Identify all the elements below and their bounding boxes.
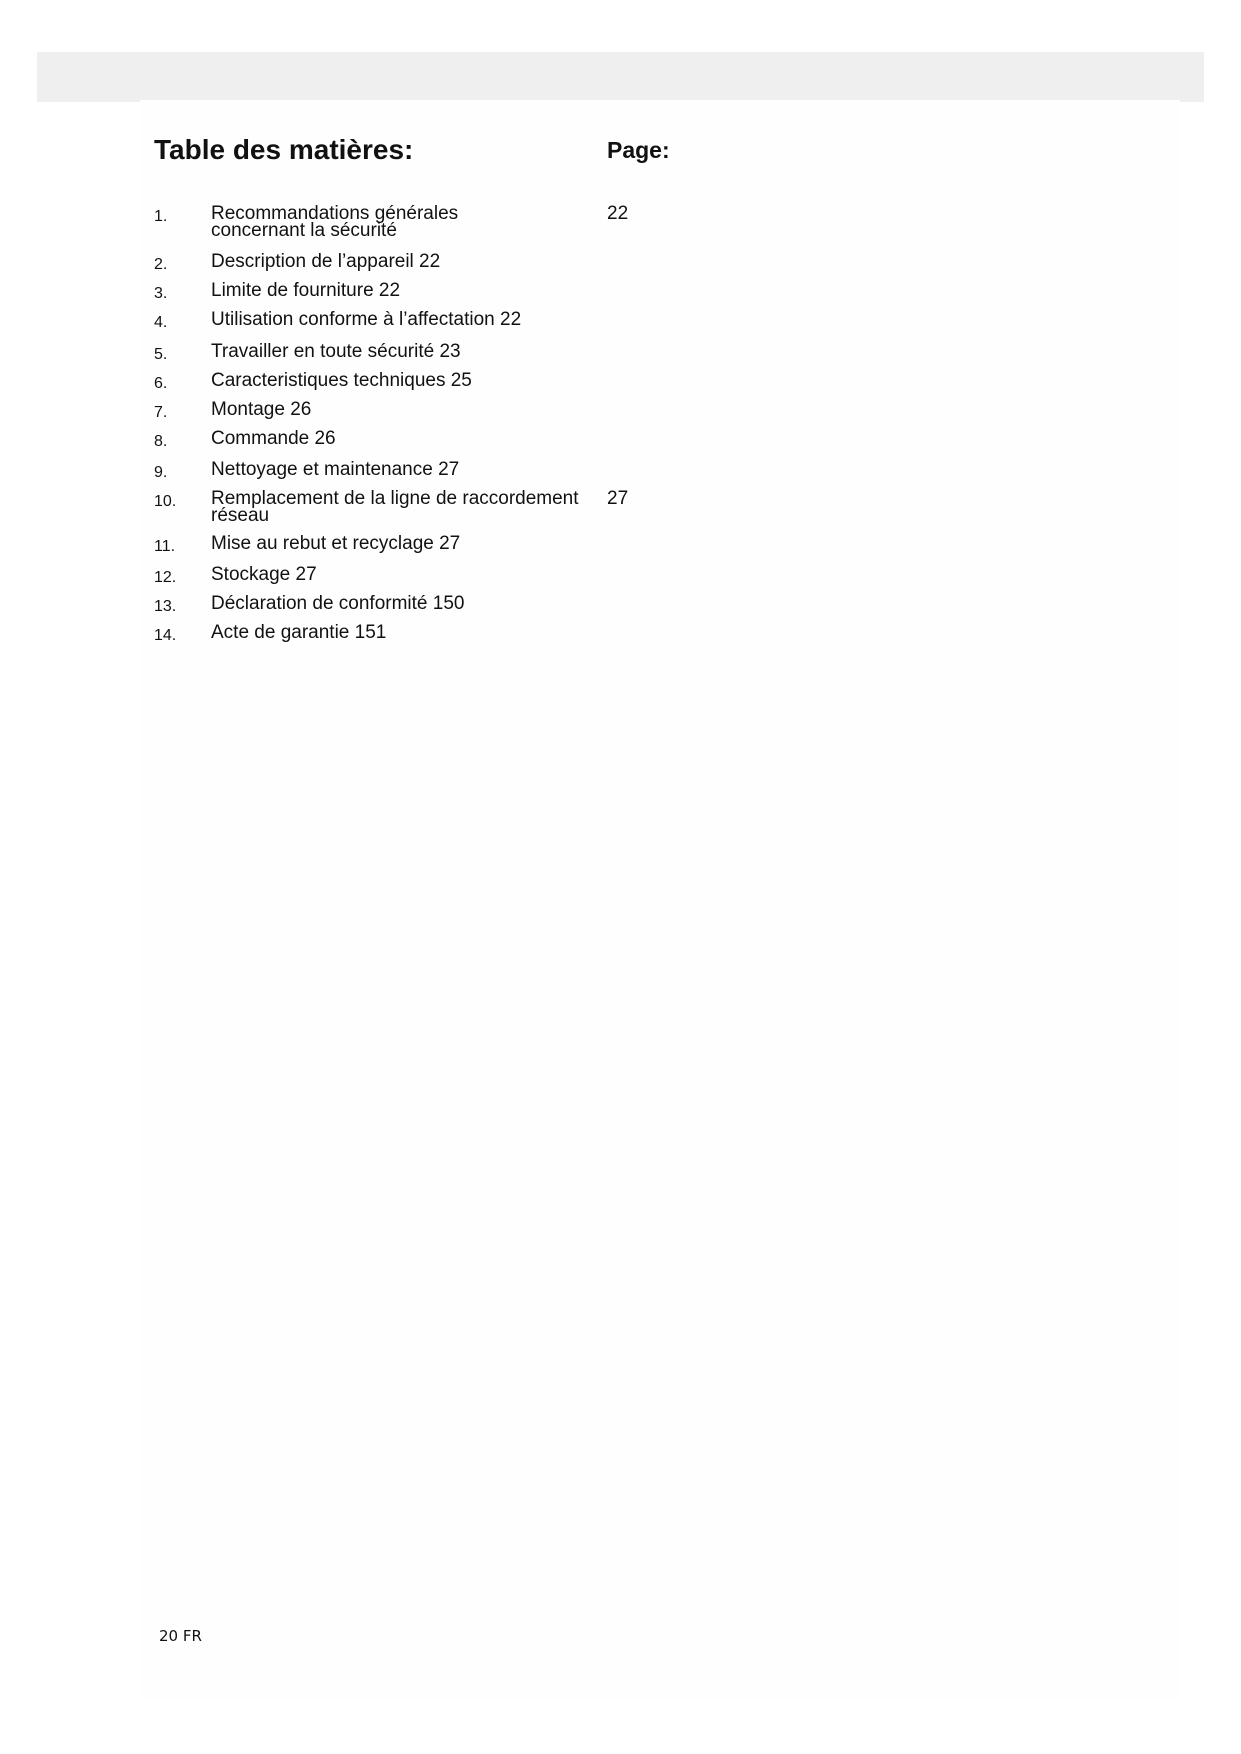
toc-entry-text: Déclaration de conformité 150	[211, 593, 465, 614]
toc-entry-page: 22	[607, 203, 629, 224]
toc-entry-text: Recommandations générales concernant la sécurité	[211, 203, 459, 241]
footer-page-number: 20 FR	[159, 1627, 202, 1645]
toc-entry-number: 4.	[154, 314, 168, 331]
toc-entry-text: Limite de fourniture 22	[211, 280, 401, 301]
toc-entry-text: Remplacement de la ligne de raccordement réseau	[211, 488, 579, 526]
toc-entry-text: Utilisation conforme à l’affectation 22	[211, 309, 522, 330]
toc-entry-number: 11.	[154, 538, 176, 555]
toc-entry-text: Caracteristiques techniques 25	[211, 370, 472, 391]
toc-entry-text: Stockage 27	[211, 564, 317, 585]
toc-entry-text: Nettoyage et maintenance 27	[211, 459, 460, 480]
toc-entry	[0, 490, 1241, 530]
toc-entry-number: 6.	[154, 375, 168, 392]
toc-entry-number: 8.	[154, 433, 168, 450]
toc-entry-number: 9.	[154, 464, 168, 481]
toc-entry-number: 10.	[154, 493, 177, 510]
toc-title: Table des matières:	[154, 134, 414, 165]
toc-entry-text: Montage 26	[211, 399, 312, 420]
toc-entry	[0, 205, 1241, 245]
toc-entry-number: 1.	[154, 208, 168, 225]
toc-entry-number: 2.	[154, 256, 168, 273]
toc-entry-number: 13.	[154, 598, 177, 615]
toc-entry-number: 14.	[154, 627, 177, 644]
header-band	[37, 52, 1204, 102]
toc-entry-number: 12.	[154, 569, 177, 586]
toc-entry-page: 27	[607, 488, 629, 509]
page-column-header: Page:	[607, 137, 670, 163]
toc-entry-number: 3.	[154, 285, 168, 302]
toc-entry-text: Mise au rebut et recyclage 27	[211, 533, 461, 554]
toc-entry-text: Description de l’appareil 22	[211, 251, 441, 272]
toc-entry-text: Acte de garantie 151	[211, 622, 387, 643]
toc-entry-number: 7.	[154, 404, 168, 421]
toc-entry-number: 5.	[154, 346, 168, 363]
toc-entry	[0, 624, 1241, 664]
toc-entry-text: Travailler en toute sécurité 23	[211, 341, 461, 362]
toc-entry-text: Commande 26	[211, 428, 336, 449]
